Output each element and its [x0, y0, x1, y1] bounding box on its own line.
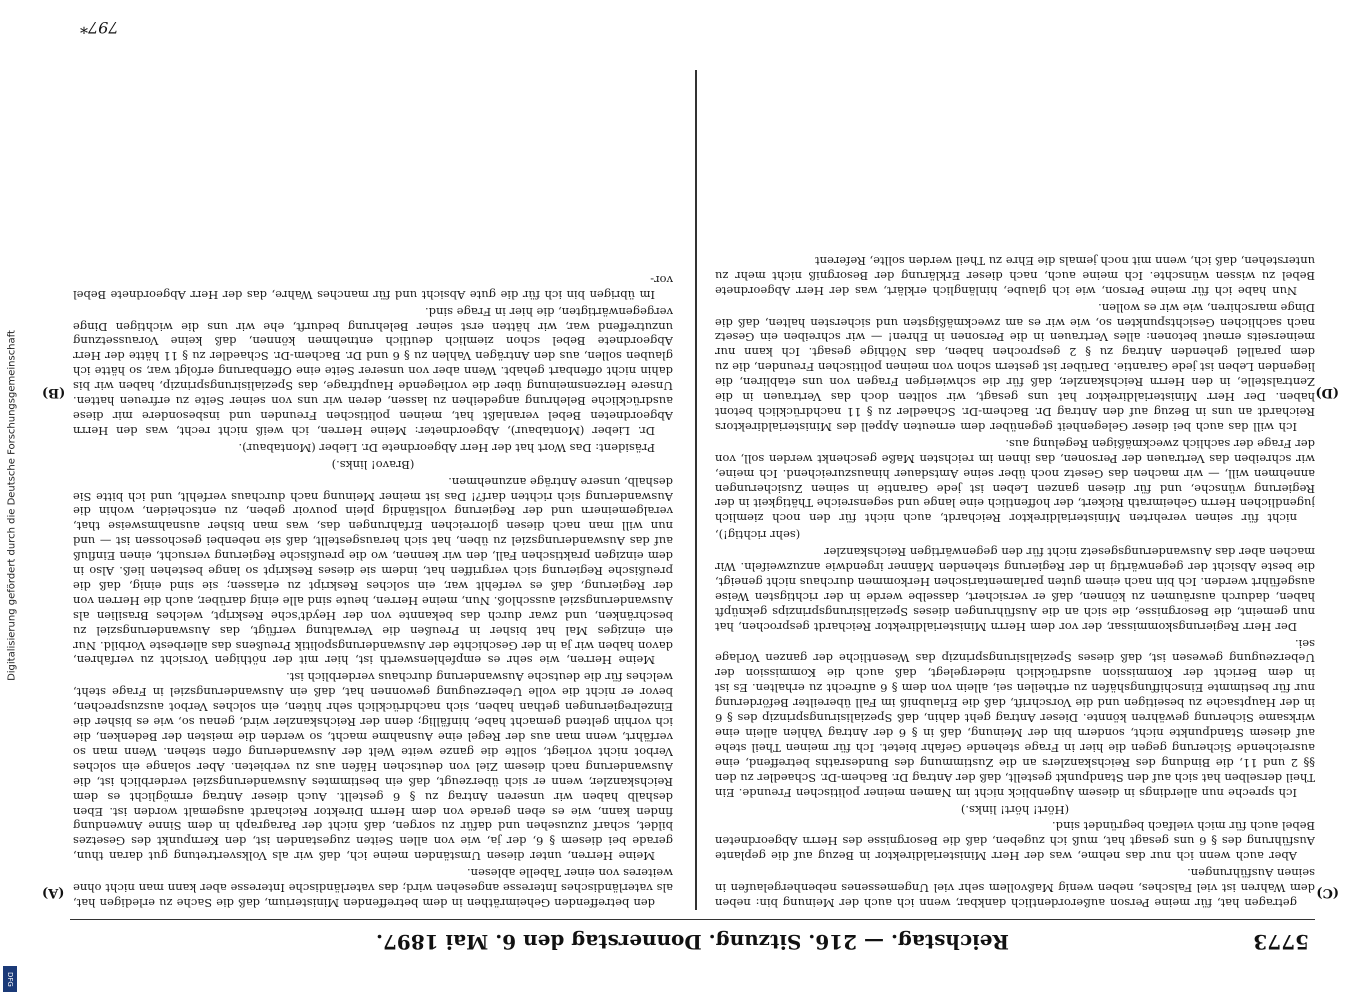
interjection: (Hört! hört! links.) — [960, 802, 1070, 817]
margin-letter-b: (B) — [42, 385, 66, 400]
paragraph: Im übrigen bin ich für die gute Absicht und für manches Wahre, das der Herr Abgeordnete Bebel vor- — [73, 272, 673, 302]
footer-number: 797* — [80, 18, 119, 37]
paragraph: Der Herr Regierungskommissar, der vor dem Herrn Ministerialdirektor Reichardt gesprochen, hat nun gemeint, die Besorgnisse, die sich an die Ausführungen dieses Spezialisirungsprinzips geknüpft haben, dadurch ausräumen zu können, daß er versichert, dasselbe werde in der richtigsten Weise ausgeführt werden. Ich bin nach einem guten parlamentarischen Herkommen durchaus nicht geneigt, die beste Absicht der gegenwärtig in der Regierung stehenden Männer irgendwie anzuzweifeln. Wir machen aber das Auswanderungsgesetz nicht für den gegenwärtigen Reichskanzler — [715, 545, 1315, 634]
column-left — [715, 70, 1315, 910]
paragraph: Präsident: Das Wort hat der Herr Abgeordnete Dr. Lieber (Montabaur). — [238, 440, 655, 455]
paragraph: getragen hat, für meine Person außerordentlich dankbar, wenn ich auch der Meinung bin: neben dem Wahren ist viel Falsches, neben wenig Maßvollem sehr viel Ungemessenes nebenhergelaufen in seinen Ausführungen. — [715, 866, 1315, 910]
paragraph: Meine Herren, unter diesen Umständen meine ich, daß wir als Volksvertretung gut daran thun, gerade bei diesem § 6, der ja, wie von allen Seiten zugestanden ist, den Kernpunkt des Gesetzes bildet, scharf zuzusehen und dafür zu sorgen, daß nicht der Paragraph in dem Sinne Anwendung finden kann, wie es eben gerade von dem Herrn Direktor Reichardt ausgemalt worden ist. Eben deshalb haben wir unseren Antrag zu § 6 gestellt. Auch dieser Antrag ermöglicht es dem Reichskanzler, wenn er sich überzeugt, daß ein bestimmtes Auswanderungsziel verderblich ist, die Auswanderung nach diesem Ziel von deutschen Häfen aus zu verbieten. Aber solange ein solches Verbot nicht vorliegt, sollte die ganze weite Welt der Auswanderung offen stehen. Wenn man so verfährt, wenn man aus der Regel eine Ausnahme macht, so werden die meisten der Bedenken, die ich vorhin geltend gemacht habe, hinfällig; denn der Reichskanzler wird, genau so, wie es bisher die Einzelregierungen gethan haben, sich nachdrücklich sehr hüten, ein solches Verbot auszusprechen, bevor er nicht die volle Ueberzeugung gewonnen hat, daß ein Auswanderungsziel in Frage steht, welches für die deutsche Auswanderung durchaus verderblich ist. — [73, 670, 673, 864]
interjection: (Bravo! links.) — [331, 457, 415, 472]
paragraph: den betreffenden Geheimräthen in dem betreffenden Ministerium, daß die Sache zu erledigen hat, als vaterländisches Interesse angesehen wird; das vaterländische Interesse aber kann man nicht ohne weiteres von einer Tabelle ablesen. — [73, 866, 673, 910]
paragraph: Meine Herren, wie sehr es empfehlenswerth ist, hier mit der nöthigen Vorsicht zu verfahren, davon haben wir ja in der Geschichte der Auswanderungspolitik Preußens das allerbeste Vorbild. Nur ein einziges Mal hat bisher in Preußen die Verwaltung verfügt, das Auswanderungsziel zu beschränken, und zwar durch das bekannte von der Heydt'sche Reskript, welches Brasilien als Auswanderungsziel ausschloß. Nun, meine Herren, heute sind alle einig darüber, auch die Herren von der Regierung, daß es verfehlt war, ein solches Reskript zu erlassen; sie sind einig, daß die preußische Regierung sich vergriffen hat, indem sie dieses Reskript so lange bestehen ließ. Also in dem einzigen praktischen Fall, den wir kennen, wo die preußische Regierung versucht, einen Einfluß auf das Auswanderungsziel zu üben, hat sich herausgestellt, daß sie nebenbei geschossen ist — und nun will man nach diesen glorreichen Erfahrungen das, was man bisher ausnahmsweise that, veralgemeinern und der Regierung vollständig plein pouvoir geben, zu entscheiden, wohin die Auswanderung sich richten darf?! Das ist meiner Meinung nach durchaus verfehlt, und ich bitte Sie deshalb, unsere Anträge anzunehmen. — [73, 474, 673, 668]
paragraph: Nun habe ich für meine Person, wie ich glaube, hinlänglich erklärt, was der Herr Abgeordnete Bebel zu wissen wünschte. Ich meine auch, nach dieser Erklärung der Besorgniß nicht mehr zu unterstehen, daß ich, wenn mit noch jemals die Ehre zu Theil werden sollte, Referent — [715, 253, 1315, 298]
side-note — [2, 0, 20, 1000]
paragraph: Ich spreche nun allerdings in diesem Augenblick nicht im Namen meiner politischen Freunde. Ein Theil derselben hat sich auf den Standpunkt gestellt, daß der Antrag Dr. Bachem-Dr. Schaedler zu den §§ 2 und 11, die Bindung des Reichskanzlers an die Zustimmung des Bundesraths betreffend, eine ausreichende Sicherung gegen die hier in Frage stehende Gefahr bietet. Ich für meinen Theil stehe auf diesem Standpunkte nicht, sondern bin der Meinung, daß in § 6 der Antrag Vahlen allein eine wirksame Sicherung gewähren könnte. Dieser Antrag geht dahin, daß Spezialisirungsprinzip des § 6 in der Hauptsache zu beseitigen und die Vorschrift, daß die Erlaubniß im Fall übereilter Beförderung nur für bestimmte Einschiffungshäfen zu ertheilen sei, allein von dem § 6 aufrecht zu erhalten. Es ist in dem Bericht der Kommission ausdrücklich niedergelegt, daß auch die Kommission der Ueberzeugung gewesen ist, daß dieses Spezialisirungsprinzip das Wesentliche der ganzen Vorlage sei. — [715, 636, 1315, 800]
page-title: Reichstag. — 216. Sitzung. Donnerstag den 6. Mai 1897. — [375, 930, 1010, 954]
side-note-text: Digitalisierung gefördert durch die Deutsche Forschungsgemeinschaft — [6, 330, 18, 681]
page-number: 5773 — [1253, 930, 1309, 954]
margin-letter-d: (D) — [1315, 385, 1339, 400]
paragraph: Aber auch wenn ich nur das nehme, was der Herr Ministerialdirektor in Bezug auf die geplante Ausführung des § 6 uns gesagt hat, muß ich zugeben, daß die Besorgnisse des Herrn Abgeordneten Bebel auch für mich vielfach begründet sind. — [715, 819, 1315, 864]
paragraph: Dr. Lieber (Montabaur), Abgeordneter: Meine Herren, ich weiß nicht recht, was den Herrn Abgeordneten Bebel veranlaßt hat, meinen politischen Freunden und insbesondere mir diese ausdrückliche Belehrung angedeihen zu lassen, deren wir uns von seiner Seite zu erfreuen hatten. Unsere Herzensmeinung über die vorliegende Hauptfrage, das Spezialisirungsprinzip, haben wir bis dahin nicht offenbart gehabt. Wenn aber von unserer Seite eine Offenbarung erfolgt war, so hätte ich glauben sollen, aus den Anträgen Vahlen zu § 6 und Dr. Bachem-Dr. Schaedler zu § 11 hätte der Herr Abgeordnete Bebel schon ziemlich deutlich entnehmen können, daß keine Voraussetzung unzutreffend war, wir hätten erst seiner Belehrung bedurft, ehe wir uns die wichtigen Dinge vergegenwärtigten, die hier in Frage sind. — [73, 304, 673, 438]
interjection: (sehr richtig!), — [715, 528, 801, 543]
paragraph: Ich will das auch bei dieser Gelegenheit gegenüber dem erneuten Appell des Ministerialdirektors Reichardt an uns in Bezug auf den Antrag Dr. Bachem-Dr. Schaedler zu § 11 nachdrücklich betont haben. Der Herr Ministerialdirektor hat uns gesagt, wir sollten doch das Vertrauen in die Zentralstelle, in den Herrn Reichskanzler, daß für die schwierigen Fragen von uns etabliren, die liegenden Leben ist jede Garantie. Darüber ist gestern schon von meinen politischen Freunden, die zu dem parallel gehenden Antrag zu § 2 gesprochen haben, das Nöthige gesagt. Ich kann nur meinerseits erneut betonen: alles Vertrauen in die Personen in Ehren! — wir schreiben ein Gesetz nach sachlichen Gesichtspunkten so, wie wir es am zweckmäßigsten und sichersten halten, daß die Dinge marschiren, wie wir es wollen. — [715, 300, 1315, 434]
paragraph: nicht für seinen verehrten Ministerialdirektor Reichardt, auch nicht für den noch ziemlich jugendlichen Herrn Geheimrath Rickert, der hoffentlich eine lange und segensreiche Thätigkeit in der Regierung wünsche, und für diesen ganzen Leben ist jede Garantie in seinen Zusicherungen annehmen will, — wir machen das Gesetz noch über seine Amtsdauer hinauszureichend. Ich meine, wir schreiben das Vertrauen der Personen, das ihnen im reichsten Maße geschenkt werden soll, von der Frage der sachlich zweckmäßigen Regelung aus. — [715, 436, 1315, 526]
dfg-logo: DFG — [3, 966, 17, 992]
page-header — [70, 919, 1315, 960]
column-right — [73, 70, 673, 910]
document-page — [42, 18, 1339, 960]
text-columns — [70, 70, 1315, 910]
column-divider — [695, 70, 697, 910]
margin-letter-a: (A) — [42, 885, 65, 900]
margin-letter-c: (C) — [1316, 885, 1339, 900]
